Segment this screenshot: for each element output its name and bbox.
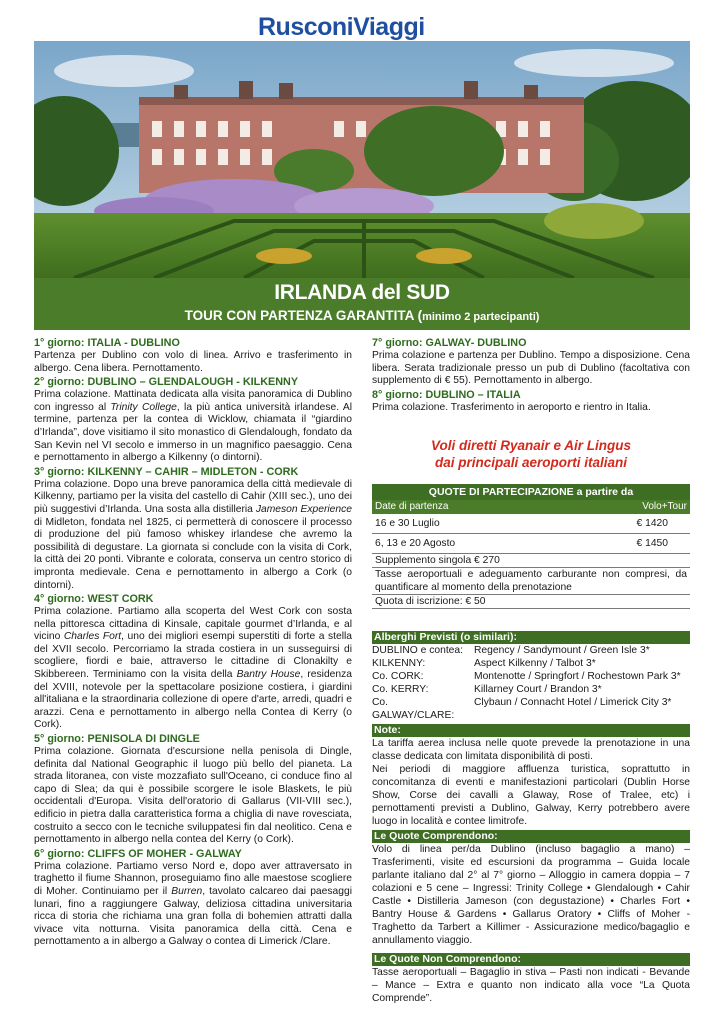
day-3-text: Prima colazione. Dopo una breve panoramica della città medievale di Kilkenny, partiamo per la visita del castello di Cahir (XIII sec.), uno dei più suggestivi d’Irlanda. Una sosta alla distilleria Jameson Experience di Midleton, fondata nel 1825, ci permetterà di conoscere il processo di produzione del più famoso whiskey irlandese che avremo la possibilità di degustare. La giornata si conclude con la visita di Cork, la città dei 20 ponti. Vibrante e colorata, conserva un centro storico di impronta medievale. Cena e pernottamento in albergo a Cork (o dintorni). (34, 478, 353, 591)
day-7-text: Prima colazione e partenza per Dublino. Tempo a disposizione. Cena libera. Serata tradizionale presso un pub di Dublino (facoltativa con supplemento di € 55). Pernottamento in albergo. (372, 350, 690, 387)
day-1-text: Partenza per Dublino con volo di linea. Arrivo e trasferimento in albergo. Cena libera. Pernottamento. (34, 350, 352, 374)
trinity-college-em: Trinity College (110, 401, 177, 413)
includes-text: Volo di linea per/da Dublino (incluso bagaglio a mano) – Trasferimenti, visite ed escursioni da programma – Guida locale parlante italiano dal 2° al 7° giorno – Alloggio in camera doppia – 7 colazioni e 5 cene – Ingressi: Trinity College • Glendalough • Cahir Castle • Distilleria Jameson (con degustazione) • Charles Fort • Bantry House & Gardens • Gallarus Oratory • Cliffs of Moher - Traghetto da Tarbert a Killimer - Assicurazione medico/bagaglio e annullamento viaggio. (372, 844, 690, 946)
notes-paragraph-2: Nei periodi di maggiore affluenza turistica, soprattutto in concomitanza di eventi e manifestazioni particolari (Dublin Horse Show, Corse dei cavalli a Glaway, Rose of Tralee, etc) i pernottamenti previsti a Dublino, Galway, Kerry potrebbero avere luogo in località e contee limitrofe. (372, 764, 690, 827)
hotel-city: Co. GALWAY/CLARE: (372, 697, 455, 721)
day-2-text: Prima colazione. Mattinata dedicata alla visita panoramica di Dublino con ingresso al Trinity College, la più antica università irlandese. Al termine, partenza per la contea di Wicklow, chiamata il “giardino d’Irlanda”, dove visitiamo il sito monastico di Glendalough, fondato da San Kevin nel VI secolo e immerso in un magnifico paesaggio. Cena e pernottamento in albergo a Kilkenny (o dintorni). (34, 389, 353, 464)
hotel-names: Montenotte / Springfort / Rochestown Park 3* (474, 671, 681, 682)
hero-photo (34, 41, 690, 278)
itinerary-left-column (34, 337, 352, 950)
quote-price: € 1420 (636, 518, 668, 529)
list-item (372, 657, 690, 670)
subtitle-main: TOUR CON PARTENZA GARANTITA ( (184, 308, 423, 323)
title-band (34, 278, 690, 330)
hotel-names: Aspect Kilkenny / Talbot 3* (474, 658, 596, 669)
day-6-heading: 6° giorno: CLIFFS OF MOHER - GALWAY (34, 847, 242, 860)
logo-name-part2: Viaggi (353, 13, 425, 41)
quote-table (372, 484, 690, 609)
page-subtitle (34, 308, 690, 323)
quote-col-date: Date di partenza (375, 501, 449, 512)
quote-table-header (372, 500, 690, 514)
list-item (372, 644, 690, 657)
flights-line-1: Voli diretti Ryanair e Air Lingus (430, 438, 632, 453)
day-6-text: Prima colazione. Partiamo verso Nord e, dopo aver attraversato in traghetto il fiume Shannon, proseguiamo fino alle maestose scogliere di Moher. Continuiamo per il Burren, tavolato calcareo dai paesaggi lunari, fino a raggiungere Galway, deliziosa cittadina universitaria ricca di storia che richiama una gran folla di bohemien attratti dalla vivace vita notturna. Visita panoramica della città. Cena e pernottamento a in albergo a Galway o contea di Limerick /Clare. (34, 860, 352, 948)
table-row (372, 534, 690, 554)
taxes-note: Tasse aeroportuali e adeguamento carburante non compresi, da quantificare al momento della prenotazione (372, 568, 690, 595)
notes-section (372, 724, 690, 828)
quote-table-title: QUOTE DI PARTECIPAZIONE a partire da (372, 484, 690, 500)
hotel-city: Co. CORK: (372, 671, 424, 682)
registration-fee: Quota di iscrizione: € 50 (372, 595, 690, 609)
hotel-names: Killarney Court / Brandon 3* (474, 684, 602, 695)
day-1-heading: 1° giorno: ITALIA - DUBLINO (34, 337, 180, 349)
list-item (372, 696, 690, 722)
page-title: IRLANDA del SUD (274, 281, 450, 304)
hotel-names: Regency / Sandymount / Green Isle 3* (474, 645, 650, 656)
hotels-section (372, 631, 690, 722)
subtitle-participants: minimo 2 partecipanti) (422, 311, 540, 323)
jameson-em: Jameson Experience (255, 503, 353, 515)
charles-fort-em: Charles Fort (63, 631, 122, 643)
day-4-text: Prima colazione. Partiamo alla scoperta del West Cork con sosta nella pittoresca cittadina di Kinsale, capitale gourmet d’Irlanda, e al vicino Charles Fort, uno dei migliori esempi superstiti di forte a stella del XVII secolo. Percorriamo la strada costiera in un susseguirsi di scogliere, fiordi e baie, attraverso le cittadine di Clonakilty e Skibbereen. Terminiamo con la visita della Bantry House, residenza del XVIII, notevole per la spettacolare posizione costiera, i giardini all'italiana e la straordinaria collezione di opere d'arte, arredi, quadri e arazzi. Cena e pernottamento in albergo nella Contea di Kerry (o Cork). (34, 606, 353, 731)
logo-wordmark (258, 14, 468, 40)
day-7-heading: 7° giorno: GALWAY- DUBLINO (372, 337, 527, 349)
bantry-house-em: Bantry House (236, 669, 301, 681)
excludes-text: Tasse aeroportuali – Bagaglio in stiva – Pasti non indicati - Bevande – Mance – Extra e quanto non indicato alla voce “La Quota Comprende”. (372, 967, 690, 1004)
flights-line-2: dai principali aeroporti italiani (434, 455, 628, 470)
table-row (372, 514, 690, 534)
hotel-city: KILKENNY: (372, 658, 426, 669)
notes-title: Note: (372, 724, 690, 737)
quote-col-price: Volo+Tour (642, 501, 687, 512)
burren-em: Burren (171, 885, 203, 897)
day-3-heading: 3° giorno: KILKENNY – CAHIR – MIDLETON - CORK (34, 465, 299, 478)
quote-date: 6, 13 e 20 Agosto (375, 538, 456, 549)
day-5-text: Prima colazione. Giornata d'escursione nella penisola di Dingle, definita dal National Geographic il luogo più bello del pianeta. La strada litoranea, con viste mozzafiato sull'Oceano, ci conduce fino al capo di Slea; da qui è possibile scorgere le isole Blaskets, le più occidentali d'Europa. Visita dell'oratorio di Gallarus (VII-VIII sec.), edificio in pietra dalla caratteristica forma a chiglia di nave rovesciata, costruito a secco con le tecniche sviluppatesi fin dal neolitico. Cena e pernottamento in albergo nella contea del Kerry (o Cork). (34, 746, 352, 846)
day-2-heading: 2° giorno: DUBLINO – GLENDALOUGH - KILKENNY (34, 376, 299, 389)
flights-highlight (372, 437, 690, 471)
day-5-heading: 5° giorno: PENISOLA DI DINGLE (34, 733, 200, 746)
logo-name-part1: Rusconi (258, 13, 354, 41)
day-8-heading: 8° giorno: DUBLINO – ITALIA (372, 388, 521, 401)
list-item (372, 670, 690, 683)
hotel-names: Clybaun / Connacht Hotel / Limerick City 3* (474, 697, 672, 708)
list-item (372, 683, 690, 696)
single-supplement: Supplemento singola € 270 (372, 554, 690, 568)
itinerary-right-column (372, 337, 690, 415)
hotel-city: DUBLINO e contea: (372, 645, 463, 656)
excludes-title: Le Quote Non Comprendono: (372, 953, 690, 966)
includes-title: Le Quote Comprendono: (372, 830, 690, 843)
quote-date: 16 e 30 Luglio (375, 518, 440, 529)
day-8-text: Prima colazione. Trasferimento in aeroporto e rientro in Italia. (372, 401, 651, 413)
notes-paragraph-1: La tariffa aerea inclusa nelle quote prevede la prenotazione in una classe dedicata con limitata disponibilità di posti. (372, 738, 690, 762)
excludes-section (372, 953, 690, 1005)
day-4-heading: 4° giorno: WEST CORK (34, 593, 154, 606)
includes-section (372, 830, 690, 947)
hotels-title: Alberghi Previsti (o similari): (372, 631, 690, 644)
quote-price: € 1450 (636, 538, 668, 549)
hotel-city: Co. KERRY: (372, 684, 429, 695)
